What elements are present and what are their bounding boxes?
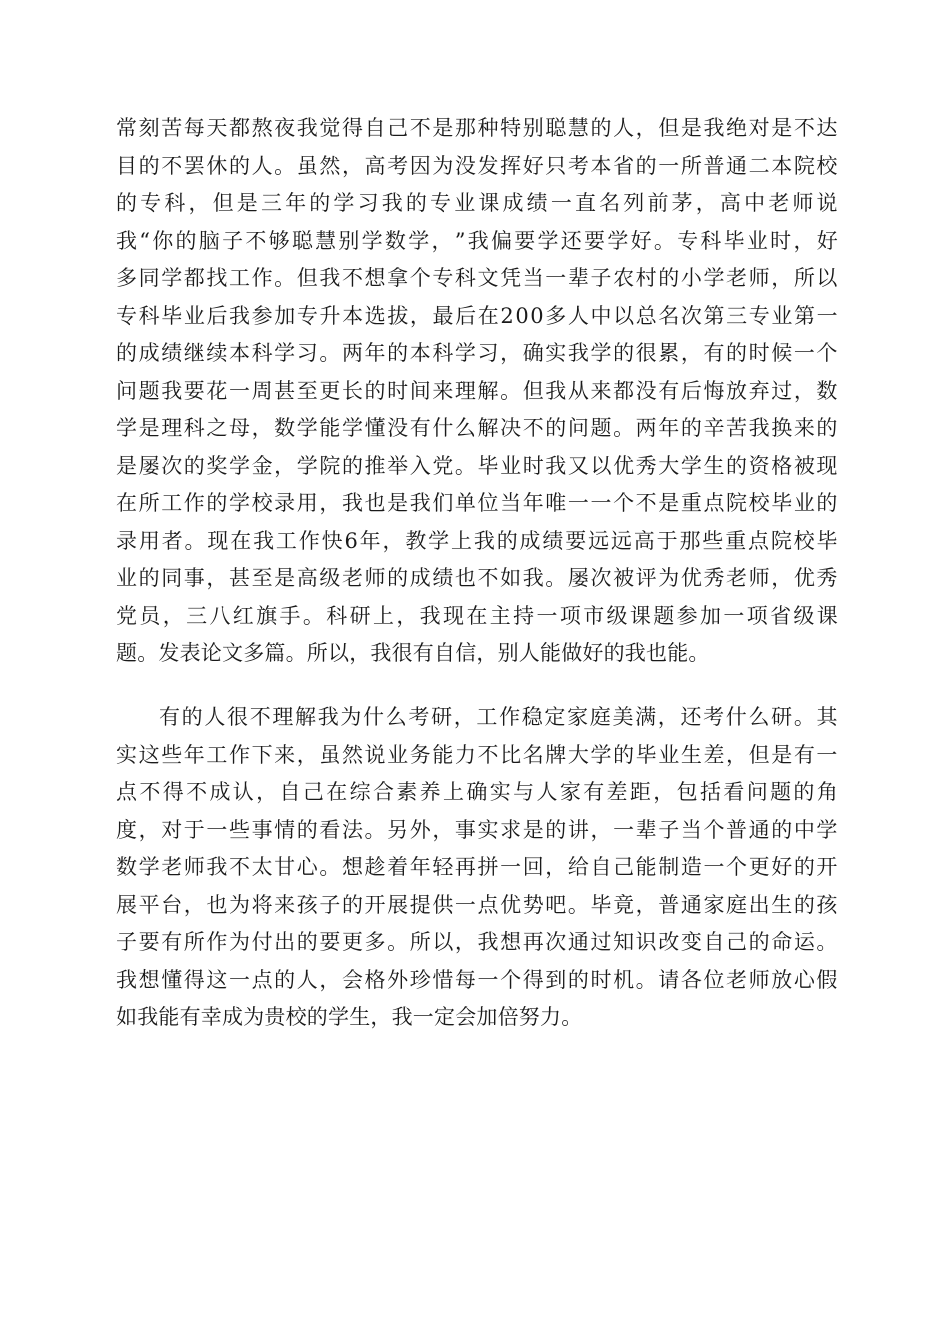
paragraph-2 xyxy=(116,699,838,1037)
text-line: 展 平 台 ， 也 为 将 来 孩 子 的 开 展 提 供 一 点 优 势 吧 。 毕 竟 ， 普 通 家 庭 出 生 的 孩 xyxy=(116,892,838,917)
text-line: 专 科 毕 业 后 我 参 加 专 升 本 选 拔 ， 最 后 在 2 0 0 多 人 中 以 总 名 次 第 三 专 业 第 一 xyxy=(116,303,838,328)
text-line: 党 员 ， 三 八 红 旗 手 。 科 研 上 ， 我 现 在 主 持 一 项 市 级 课 题 参 加 一 项 省 级 课 xyxy=(116,603,838,628)
text-line: 有 的 人 很 不 理 解 我 为 什 么 考 研 ， 工 作 稳 定 家 庭 美 满 ， 还 考 什 么 研 。 其 xyxy=(159,705,838,729)
text-line: 度 ， 对 于 一 些 事 情 的 看 法 。 另 外 ， 事 实 求 是 的 讲 ， 一 辈 子 当 个 普 通 的 中 学 xyxy=(116,817,838,842)
text-line: 点 不 得 不 成 认 ， 自 己 在 综 合 素 养 上 确 实 与 人 家 有 差 距 ， 包 括 看 问 题 的 角 xyxy=(116,780,838,804)
text-line: 题。发表论文多篇。所以，我很有自信，别人能做好的我也能。 xyxy=(116,641,710,665)
text-line: 多 同 学 都 找 工 作 。 但 我 不 想 拿 个 专 科 文 凭 当 一 辈 子 农 村 的 小 学 老 师 ， 所 以 xyxy=(116,266,838,290)
text-line: 我 “ 你 的 脑 子 不 够 聪 慧 别 学 数 学 ， ” 我 偏 要 学 还 要 学 好 。 专 科 毕 业 时 ， 好 xyxy=(116,228,838,253)
text-line: 数 学 老 师 我 不 太 甘 心 。 想 趁 着 年 轻 再 拼 一 回 ， 给 自 己 能 制 造 一 个 更 好 的 开 xyxy=(116,855,838,879)
text-line: 在 所 工 作 的 学 校 录 用 ， 我 也 是 我 们 单 位 当 年 唯 一 一 个 不 是 重 点 院 校 毕 业 的 xyxy=(116,491,838,515)
text-line: 问 题 我 要 花 一 周 甚 至 更 长 的 时 间 来 理 解 。 但 我 从 来 都 没 有 后 悔 放 弃 过 ， 数 xyxy=(116,378,838,403)
text-line: 学 是 理 科 之 母 ， 数 学 能 学 懂 没 有 什 么 解 决 不 的 问 题 。 两 年 的 辛 苦 我 换 来 的 xyxy=(116,416,838,440)
text-line: 常 刻 苦 每 天 都 熬 夜 我 觉 得 自 己 不 是 那 种 特 别 聪 慧 的 人 ， 但 是 我 绝 对 是 不 达 xyxy=(116,116,838,140)
text-line: 是 屡 次 的 奖 学 金 ， 学 院 的 推 举 入 党 。 毕 业 时 我 又 以 优 秀 大 学 生 的 资 格 被 现 xyxy=(116,453,838,478)
text-line: 我 想 懂 得 这 一 点 的 人 ， 会 格 外 珍 惜 每 一 个 得 到 的 时 机 。 请 各 位 老 师 放 心 假 xyxy=(116,967,838,992)
text-line: 实 这 些 年 工 作 下 来 ， 虽 然 说 业 务 能 力 不 比 名 牌 大 学 的 毕 业 生 差 ， 但 是 有 一 xyxy=(116,742,838,767)
text-line: 目 的 不 罢 休 的 人 。 虽 然 ， 高 考 因 为 没 发 挥 好 只 考 本 省 的 一 所 普 通 二 本 院 校 xyxy=(116,153,838,178)
paragraph-1 xyxy=(116,110,838,673)
text-line: 的 成 绩 继 续 本 科 学 习 。 两 年 的 本 科 学 习 ， 确 实 我 学 的 很 累 ， 有 的 时 候 一 个 xyxy=(116,341,838,365)
text-line: 如我能有幸成为贵校的学生，我一定会加倍努力。 xyxy=(116,1005,583,1029)
text-line: 的 专 科 ， 但 是 三 年 的 学 习 我 的 专 业 课 成 绩 一 直 名 列 前 茅 ， 高 中 老 师 说 xyxy=(116,191,838,215)
text-line: 子 要 有 所 作 为 付 出 的 要 更 多 。 所 以 ， 我 想 再 次 通 过 知 识 改 变 自 己 的 命 运 。 xyxy=(116,930,838,954)
text-line: 录 用 者 。 现 在 我 工 作 快 6 年 ， 教 学 上 我 的 成 绩 要 远 远 高 于 那 些 重 点 院 校 毕 xyxy=(116,528,838,553)
text-line: 业 的 同 事 ， 甚 至 是 高 级 老 师 的 成 绩 也 不 如 我 。 屡 次 被 评 为 优 秀 老 师 ， 优 秀 xyxy=(116,566,838,590)
